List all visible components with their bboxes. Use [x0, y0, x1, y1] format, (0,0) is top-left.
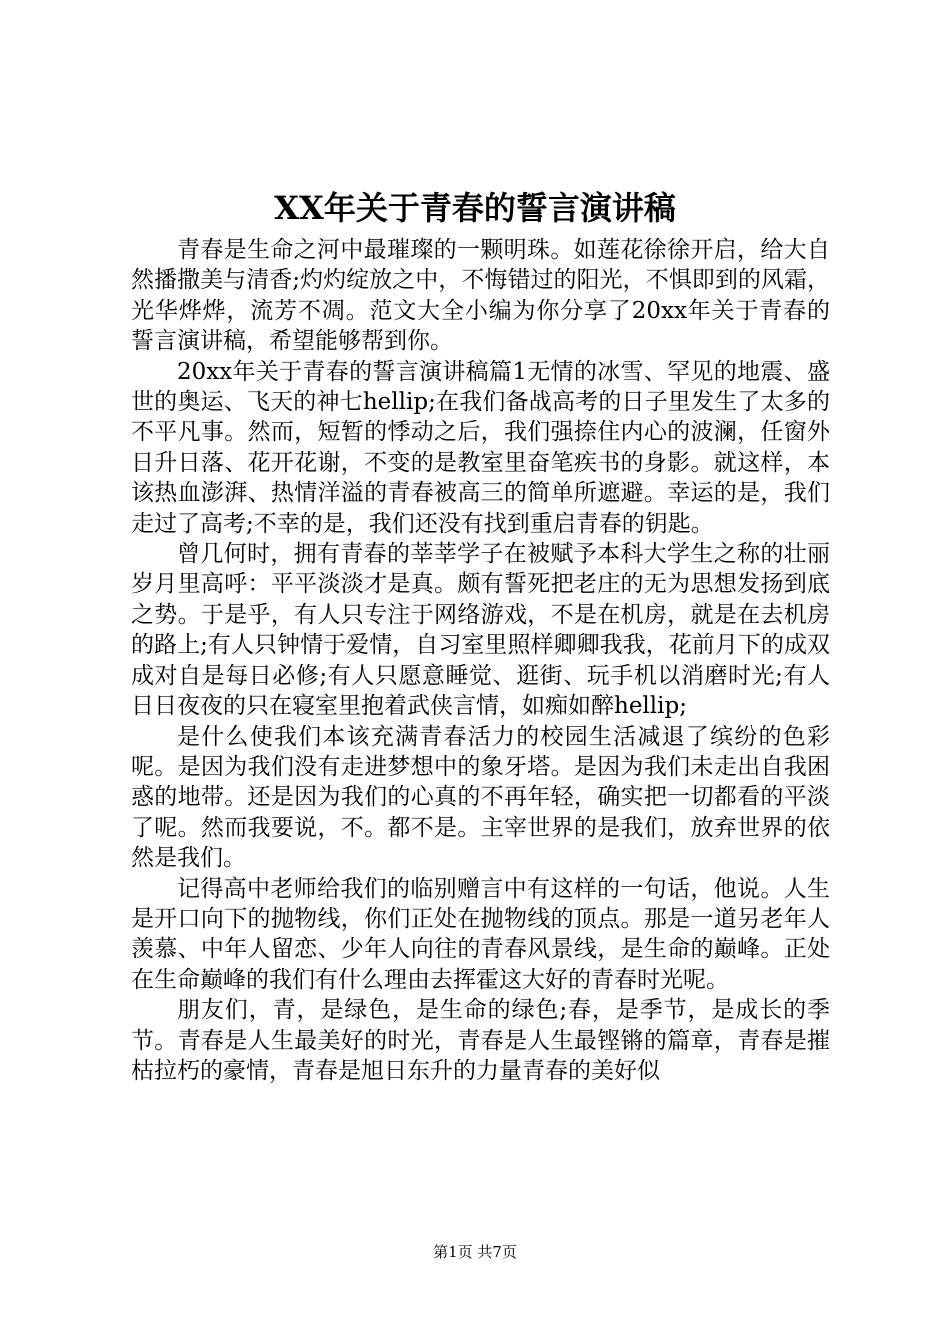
paragraph-5: 记得高中老师给我们的临别赠言中有这样的一句话，他说。人生是开口向下的抛物线，你们正处在抛物线的顶点。那是一道另老年人羡慕、中年人留恋、少年人向往的青春风景线，是生命的巅峰。正处在生命巅峰的我们有什么理由去挥霍这大好的青春时光呢。: [131, 875, 830, 993]
paragraph-2: 20xx年关于青春的誓言演讲稿篇1无情的冰雪、罕见的地震、盛世的奥运、飞天的神七hellip;在我们备战高考的日子里发生了太多的不平凡事。然而，短暂的悸动之后，我们强捺住内心的波澜，任窗外日升日落、花开花谢，不变的是教室里奋笔疾书的身影。就这样，本该热血澎湃、热情洋溢的青春被高三的简单所遮避。幸运的是，我们走过了高考;不幸的是，我们还没有找到重启青春的钥匙。: [131, 358, 830, 537]
paragraph-3: 曾几何时，拥有青春的莘莘学子在被赋予本科大学生之称的壮丽岁月里高呼：平平淡淡才是真。颇有誓死把老庄的无为思想发扬到底之势。于是乎，有人只专注于网络游戏，不是在机房，就是在去机房的路上;有人只钟情于爱情，自习室里照样卿卿我我，花前月下的成双成对自是每日必修;有人只愿意睡觉、逛街、玩手机以消磨时光;有人日日夜夜的只在寝室里抱着武侠言情，如痴如醉hellip;: [131, 541, 830, 720]
document-body: [131, 235, 830, 1086]
page-footer: 第1页 共7页: [433, 1243, 517, 1261]
paragraph-1: 青春是生命之河中最璀璨的一颗明珠。如莲花徐徐开启，给大自然播撒美与清香;灼灼绽放之中，不悔错过的阳光，不惧即到的风霜，光华烨烨，流芳不凋。范文大全小编为你分享了20xx年关于青春的誓言演讲稿，希望能够帮到你。: [131, 237, 830, 355]
paragraph-4: 是什么使我们本该充满青春活力的校园生活减退了缤纷的色彩呢。是因为我们没有走进梦想中的象牙塔。是因为我们未走出自我困惑的地带。还是因为我们的心真的不再年轻，确实把一切都看的平淡了呢。然而我要说，不。都不是。主宰世界的是我们，放弃世界的依然是我们。: [131, 723, 830, 872]
paragraph-6: 朋友们，青，是绿色，是生命的绿色;春，是季节，是成长的季节。青春是人生最美好的时光，青春是人生最铿锵的篇章，青春是摧枯拉朽的豪情，青春是旭日东升的力量青春的美好似: [131, 997, 830, 1084]
document-title: XX年关于青春的誓言演讲稿: [274, 189, 676, 227]
